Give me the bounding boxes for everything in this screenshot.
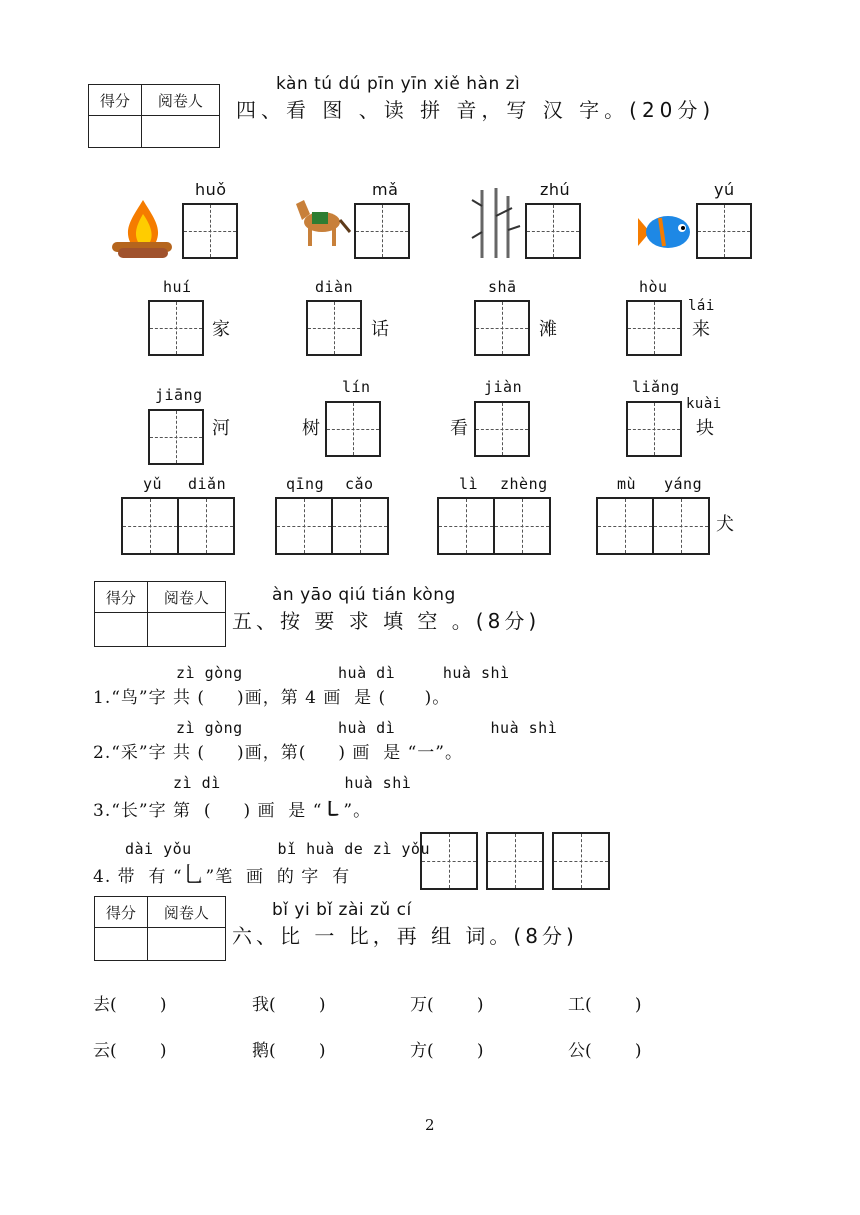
fire-icon xyxy=(108,194,178,264)
row2-char-1: 家 xyxy=(212,319,230,340)
writing-box[interactable] xyxy=(474,401,530,457)
writing-box[interactable] xyxy=(486,832,544,890)
word-group: 公( ) xyxy=(568,1041,642,1061)
picture1-pinyin: huǒ xyxy=(195,180,227,199)
row3-extra-pinyin: kuài xyxy=(686,396,722,412)
row2-char-3: 滩 xyxy=(539,319,557,340)
row4-pinyin-2b: cǎo xyxy=(345,475,374,493)
row3-char-3: 看 xyxy=(450,418,468,439)
writing-box[interactable] xyxy=(148,300,204,356)
score-cell[interactable] xyxy=(89,116,142,148)
section5-title-pinyin: àn yāo qiú tián kòng xyxy=(272,585,456,605)
row4-pinyin-4a: mù xyxy=(617,475,637,493)
picture2-pinyin: mǎ xyxy=(372,180,399,199)
writing-box[interactable] xyxy=(306,300,362,356)
question-2: 2.“采”字 共 ( )画，第( ) 画 是 “一”。 xyxy=(93,743,463,763)
writing-box[interactable] xyxy=(354,203,410,259)
row4-pinyin-2a: qīng xyxy=(286,475,325,493)
question-3-text: 3.“长”字 第 ( ) 画 是 “ xyxy=(93,801,323,821)
fish-icon xyxy=(634,208,694,256)
question-3 xyxy=(93,793,371,822)
section6-title-pinyin: bǐ yi bǐ zài zǔ cí xyxy=(272,900,412,920)
row3-char-1: 河 xyxy=(212,418,230,439)
writing-box[interactable] xyxy=(474,300,530,356)
row2-pinyin-4: hòu xyxy=(639,278,668,296)
writing-box[interactable] xyxy=(493,497,551,555)
writing-box[interactable] xyxy=(148,409,204,465)
stroke-icon: ㇄ xyxy=(322,797,344,821)
q4-pinyin: dài yǒu bǐ huà de zì yǒu xyxy=(125,840,430,858)
writing-box[interactable] xyxy=(596,497,654,555)
horse-icon xyxy=(288,192,354,252)
word-char: 公 xyxy=(568,1041,585,1061)
writing-box[interactable] xyxy=(437,497,495,555)
row2-char-4: 来 xyxy=(692,319,710,340)
word-group: 万( ) xyxy=(410,995,484,1015)
stroke-icon: 乚 xyxy=(182,863,206,888)
row3-pinyin-2: lín xyxy=(342,378,371,396)
bamboo-icon xyxy=(468,186,524,262)
word-group: 去( ) xyxy=(93,995,167,1015)
row4-pinyin-3a: lì xyxy=(459,475,479,493)
word-group: 我( ) xyxy=(252,995,326,1015)
section4-title: 四、看 图 、读 拼 音，写 汉 字。(20分) xyxy=(236,98,716,122)
score-header: 得分 xyxy=(95,582,148,613)
row4-pinyin-4b: yáng xyxy=(664,475,703,493)
word-group: 方( ) xyxy=(410,1041,484,1061)
grader-cell[interactable] xyxy=(147,613,225,647)
row2-extra-pinyin: lái xyxy=(688,298,715,314)
writing-box[interactable] xyxy=(275,497,333,555)
score-header: 得分 xyxy=(95,897,148,928)
row4-pinyin-1b: diǎn xyxy=(188,475,227,493)
q2-pinyin: zì gòng huà dì huà shì xyxy=(176,719,558,737)
grader-header: 阅卷人 xyxy=(147,582,225,613)
writing-box[interactable] xyxy=(182,203,238,259)
grader-header: 阅卷人 xyxy=(147,897,225,928)
writing-box[interactable] xyxy=(626,300,682,356)
question-3-end: ”。 xyxy=(343,801,372,821)
section4-title-pinyin: kàn tú dú pīn yīn xiě hàn zì xyxy=(276,74,521,94)
word-char: 万 xyxy=(410,995,427,1015)
score-cell[interactable] xyxy=(95,928,148,961)
word-char: 鹅 xyxy=(252,1041,269,1061)
row3-pinyin-1: jiāng xyxy=(155,386,203,404)
question-4 xyxy=(93,858,350,889)
row2-pinyin-1: huí xyxy=(163,278,192,296)
word-group: 工( ) xyxy=(568,995,642,1015)
word-char: 工 xyxy=(568,995,585,1015)
picture3-pinyin: zhú xyxy=(540,180,571,199)
writing-box[interactable] xyxy=(420,832,478,890)
writing-box[interactable] xyxy=(696,203,752,259)
writing-box[interactable] xyxy=(331,497,389,555)
writing-box[interactable] xyxy=(525,203,581,259)
row3-char-2: 树 xyxy=(302,418,320,439)
word-char: 方 xyxy=(410,1041,427,1061)
word-group: 鹅( ) xyxy=(252,1041,326,1061)
picture4-pinyin: yú xyxy=(714,180,735,199)
grader-cell[interactable] xyxy=(147,928,225,961)
word-char: 我 xyxy=(252,995,269,1015)
writing-box[interactable] xyxy=(552,832,610,890)
grader-cell[interactable] xyxy=(141,116,219,148)
writing-box[interactable] xyxy=(121,497,179,555)
row3-char-4: 块 xyxy=(696,418,714,439)
row4-pinyin-3b: zhèng xyxy=(500,475,548,493)
question-1: 1.“鸟”字 共 ( )画，第 4 画 是 ( )。 xyxy=(93,688,451,708)
writing-box[interactable] xyxy=(325,401,381,457)
q1-pinyin: zì gòng huà dì huà shì xyxy=(176,664,510,682)
page-number: 2 xyxy=(425,1116,435,1134)
section5-title: 五、按 要 求 填 空 。(8分) xyxy=(232,609,541,633)
row3-pinyin-4: liǎng xyxy=(632,378,680,396)
row3-pinyin-3: jiàn xyxy=(484,378,523,396)
row4-pinyin-1a: yǔ xyxy=(143,475,163,493)
question-4-text: 4. 带 有 “ xyxy=(93,867,183,887)
score-header: 得分 xyxy=(89,85,142,116)
word-group: 云( ) xyxy=(93,1041,167,1061)
score-cell[interactable] xyxy=(95,613,148,647)
writing-box[interactable] xyxy=(652,497,710,555)
word-char: 云 xyxy=(93,1041,110,1061)
word-char: 去 xyxy=(93,995,110,1015)
score-table-section5 xyxy=(94,581,226,647)
score-table-section6 xyxy=(94,896,226,961)
grader-header: 阅卷人 xyxy=(141,85,219,116)
row2-pinyin-2: diàn xyxy=(315,278,354,296)
score-table-section4 xyxy=(88,84,220,148)
row2-pinyin-3: shā xyxy=(488,278,517,296)
row2-char-2: 话 xyxy=(371,319,389,340)
q3-pinyin: zì dì huà shì xyxy=(173,774,412,792)
section6-title: 六、比 一 比，再 组 词。(8分) xyxy=(232,924,578,948)
writing-box[interactable] xyxy=(177,497,235,555)
question-4-text-end: ”笔 画 的 字 有 xyxy=(205,867,351,887)
writing-box[interactable] xyxy=(626,401,682,457)
row4-char-4: 犬 xyxy=(716,514,734,535)
